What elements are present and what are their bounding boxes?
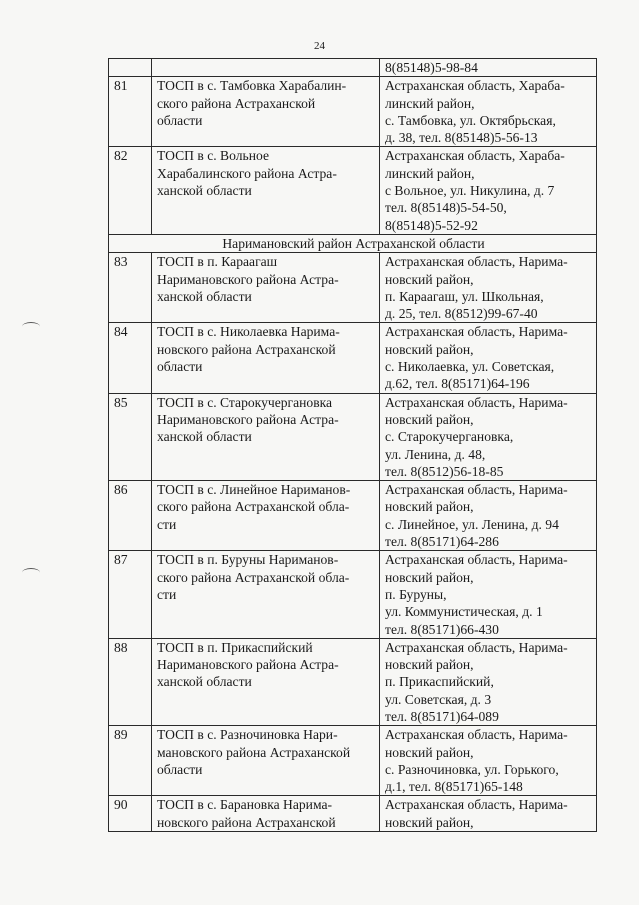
row-number: 87 xyxy=(109,551,152,638)
section-title: Наримановский район Астраханской области xyxy=(109,234,597,252)
margin-mark xyxy=(22,322,40,331)
office-name xyxy=(152,59,380,77)
office-address: Астраханская область, Нарима- новский район, с. Николаевка, ул. Советская, д.62, тел. 8(85171)64-196 xyxy=(380,323,597,393)
table-row xyxy=(109,77,597,147)
table-row xyxy=(109,253,597,323)
office-table xyxy=(108,58,597,832)
row-number xyxy=(109,59,152,77)
row-number: 90 xyxy=(109,796,152,832)
office-address: Астраханская область, Нарима- новский район, п. Прикаспийский, ул. Советская, д. 3 тел. 8(85171)64-089 xyxy=(380,638,597,725)
table-row xyxy=(109,481,597,551)
office-name: ТОСП в п. Прикаспийский Наримановского района Астра- ханской области xyxy=(152,638,380,725)
office-name: ТОСП в с. Разночиновка Нари- мановского района Астраханской области xyxy=(152,726,380,796)
office-name: ТОСП в с. Вольное Харабалинского района Астра- ханской области xyxy=(152,147,380,234)
office-address: Астраханская область, Нарима- новский район, п. Караагаш, ул. Школьная, д. 25, тел. 8(8512)99-67-40 xyxy=(380,253,597,323)
office-address: Астраханская область, Нарима- новский район, xyxy=(380,796,597,832)
office-address: Астраханская область, Нарима- новский район, с. Линейное, ул. Ленина, д. 94 тел. 8(85171)64-286 xyxy=(380,481,597,551)
row-number: 83 xyxy=(109,253,152,323)
page-number: 24 xyxy=(314,40,325,52)
table-row xyxy=(109,551,597,638)
table-row xyxy=(109,796,597,832)
office-name: ТОСП в с. Старокучергановка Наримановского района Астра- ханской области xyxy=(152,393,380,480)
row-number: 82 xyxy=(109,147,152,234)
row-number: 88 xyxy=(109,638,152,725)
office-name: ТОСП в п. Буруны Нариманов- ского района Астраханской обла- сти xyxy=(152,551,380,638)
office-address: Астраханская область, Нарима- новский район, с. Старокучергановка, ул. Ленина, д. 48, тел. 8(8512)56-18-85 xyxy=(380,393,597,480)
office-address: Астраханская область, Нарима- новский район, с. Разночиновка, ул. Горького, д.1, тел. 8(85171)65-148 xyxy=(380,726,597,796)
office-name: ТОСП в с. Барановка Нарима- новского района Астраханской xyxy=(152,796,380,832)
row-number: 81 xyxy=(109,77,152,147)
row-number: 84 xyxy=(109,323,152,393)
office-address: Астраханская область, Хараба- линский район, с Вольное, ул. Никулина, д. 7 тел. 8(85148)5-54-50, 8(85148)5-52-92 xyxy=(380,147,597,234)
office-name: ТОСП в с. Линейное Нариманов- ского района Астраханской обла- сти xyxy=(152,481,380,551)
row-number: 86 xyxy=(109,481,152,551)
office-name: ТОСП в п. Караагаш Наримановского района Астра- ханской области xyxy=(152,253,380,323)
row-number: 85 xyxy=(109,393,152,480)
office-address: 8(85148)5-98-84 xyxy=(380,59,597,77)
section-header-row xyxy=(109,234,597,252)
office-address: Астраханская область, Нарима- новский район, п. Буруны, ул. Коммунистическая, д. 1 тел. 8(85171)66-430 xyxy=(380,551,597,638)
table-row xyxy=(109,638,597,725)
margin-mark xyxy=(22,568,40,577)
table-row xyxy=(109,393,597,480)
office-name: ТОСП в с. Николаевка Нарима- новского района Астраханской области xyxy=(152,323,380,393)
office-name: ТОСП в с. Тамбовка Харабалин- ского района Астраханской области xyxy=(152,77,380,147)
row-number: 89 xyxy=(109,726,152,796)
table-row xyxy=(109,147,597,234)
office-address: Астраханская область, Хараба- линский район, с. Тамбовка, ул. Октябрьская, д. 38, тел. 8(85148)5-56-13 xyxy=(380,77,597,147)
table-row xyxy=(109,59,597,77)
table-row xyxy=(109,323,597,393)
table-row xyxy=(109,726,597,796)
